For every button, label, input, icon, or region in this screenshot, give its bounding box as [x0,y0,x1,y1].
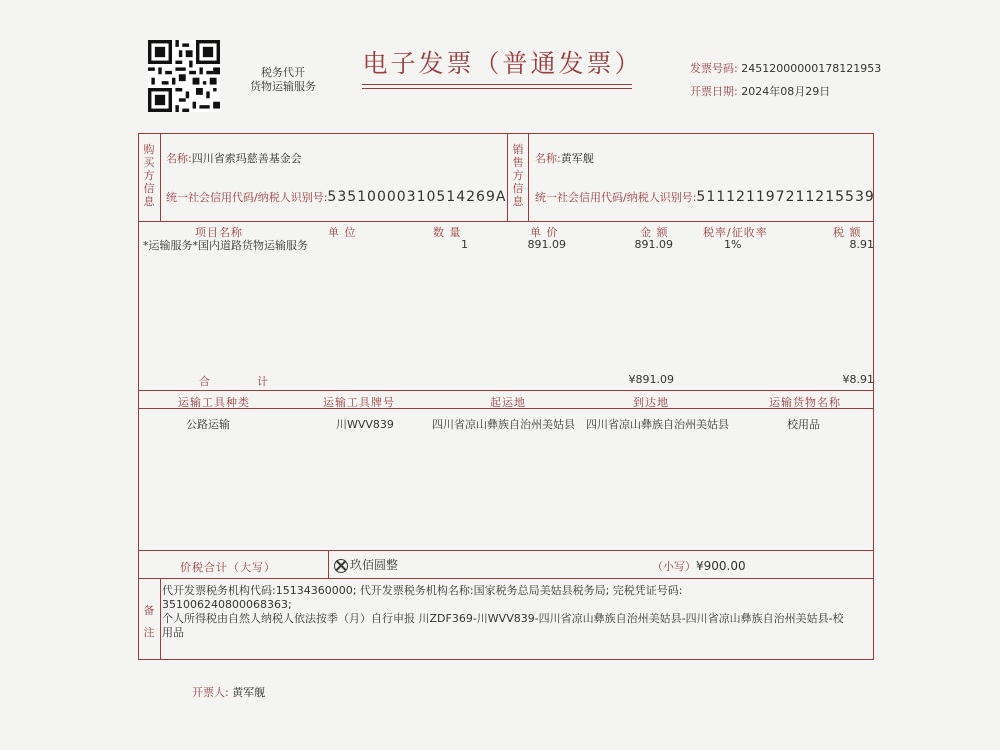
item-rate: 1% [724,238,742,251]
seller-tax-id: 统一社会信用代码/纳税人识别号:511121197211215539 [535,189,875,205]
total-label-2: 计 [257,375,269,388]
col-header-price: 单 价 [530,226,559,239]
col-header-rate: 税率/征收率 [703,226,768,239]
item-name: *运输服务*国内道路货物运输服务 [143,239,308,252]
agency-label: 税务代开 货物运输服务 [250,66,316,93]
divider [138,390,874,391]
divider [507,133,508,221]
item-price: 891.09 [527,238,566,251]
col-header-tax: 税 额 [833,226,862,239]
total-caps-value: 玖佰圆整 [350,558,399,572]
invoice-title: 电子发票（普通发票） [362,49,643,78]
item-amount: 891.09 [634,238,673,251]
total-small [652,558,746,574]
col-header-amount: 金 额 [640,226,669,239]
divider [138,550,874,551]
total-tax: ¥8.91 [842,373,874,386]
qr-code [148,40,220,112]
divider [328,550,329,578]
divider [138,221,874,222]
col-header-tool-type: 运输工具种类 [178,396,250,409]
transport-plate: 川WVV839 [336,418,394,431]
total-small-label: （小写） [652,560,696,573]
seller-side-label: 销 售 方 信 息 [512,143,524,208]
col-header-unit: 单 位 [328,226,357,239]
transport-dest: 四川省凉山彝族自治州美姑县 [586,418,729,431]
divider [160,578,161,660]
invoice-drawer: 开票人: 黄军舰 [192,686,266,699]
col-header-qty: 数 量 [433,226,462,239]
total-caps [334,556,398,573]
item-tax: 8.91 [849,238,874,251]
col-header-dest: 到达地 [633,396,669,409]
divider [160,133,161,221]
item-qty: 1 [461,238,468,251]
col-header-item-name: 项目名称 [195,226,243,239]
title-underline [362,88,632,89]
buyer-tax-id: 统一社会信用代码/纳税人识别号:53510000310514269A [166,189,507,205]
divider [138,578,874,579]
transport-tool-type: 公路运输 [186,418,230,431]
total-caps-label: 价税合计（大写） [180,561,276,574]
divider [528,133,529,221]
total-label-1: 合 [199,375,211,388]
title-underline [362,84,632,85]
close-circle-icon [334,559,348,573]
col-header-cargo: 运输货物名称 [769,396,841,409]
seller-name: 名称:黄军舰 [535,152,594,165]
buyer-name: 名称:四川省索玛慈善基金会 [166,152,302,165]
col-header-origin: 起运地 [490,396,526,409]
buyer-side-label: 购 买 方 信 息 [143,143,155,208]
total-small-value: ¥900.00 [696,559,746,573]
remarks-side-label: 备 注 [143,604,155,639]
col-header-plate: 运输工具牌号 [323,396,395,409]
total-amount: ¥891.09 [628,373,674,386]
invoice-number: 发票号码: 24512000000178121953 [690,62,882,75]
remarks-text: 代开发票税务机构代码:15134360000; 代开发票税务机构名称:国家税务总局美姑县税务局; 完税凭证号码: 351006240800068363; 个人所得税由自然人纳税人依法按季（月）自行申报 川ZDF369-川WVV839-四川省凉山彝族自治州美姑县-四川省凉山彝族自治州美姑县-校 用品 [162,584,844,639]
transport-cargo: 校用品 [787,418,820,431]
transport-origin: 四川省凉山彝族自治州美姑县 [432,418,575,431]
invoice-date: 开票日期: 2024年08月29日 [690,85,831,98]
